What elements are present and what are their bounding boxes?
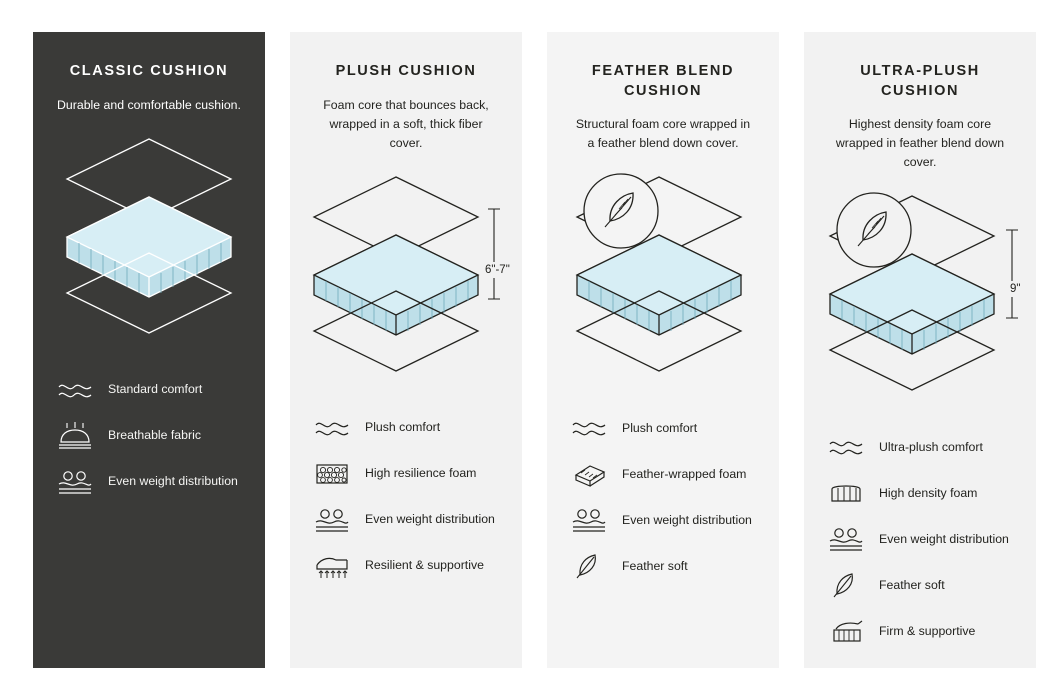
feature-item [826, 472, 1014, 514]
feature-label: High resilience foam [365, 466, 477, 481]
card-description: Structural foam core wrapped in a feather blend down cover. [575, 117, 751, 151]
cushion-illustration-ultra-plush [826, 188, 1021, 418]
leaf-icon [826, 570, 866, 600]
feature-list [55, 369, 243, 503]
exploded-cushion-diagram [312, 169, 512, 384]
even-weight-icon [826, 524, 866, 554]
cushion-illustration-plush [312, 169, 510, 399]
exploded-cushion-diagram [826, 188, 1026, 403]
feature-label: Even weight distribution [108, 474, 238, 489]
feature-item [569, 545, 757, 587]
feature-label: Even weight distribution [365, 512, 495, 527]
cushion-illustration-classic [55, 131, 243, 361]
feature-item [569, 499, 757, 541]
feature-label: Firm & supportive [879, 623, 976, 638]
dimension-label: 6"-7" [485, 263, 510, 276]
feature-item [826, 564, 1014, 606]
feature-item [312, 545, 500, 587]
feature-label: Standard comfort [108, 382, 203, 397]
feature-item [312, 453, 500, 495]
card-description: Foam core that bounces back, wrapped in a soft, thick fiber cover. [323, 97, 489, 150]
feature-label: Even weight distribution [879, 531, 1009, 546]
wave-lines-icon [569, 413, 609, 443]
feature-item [312, 407, 500, 449]
card-description: Highest density foam core wrapped in feather blend down cover. [835, 117, 1005, 170]
even-weight-icon [312, 505, 352, 535]
feature-label: Breathable fabric [108, 428, 201, 443]
leaf-icon [569, 551, 609, 581]
feature-item [55, 461, 243, 503]
firm-support-icon [826, 616, 866, 646]
feature-label: Plush comfort [365, 420, 441, 435]
feature-item [826, 518, 1014, 560]
resilient-support-icon [312, 551, 352, 581]
cushion-card-plush [290, 32, 522, 668]
exploded-cushion-diagram [55, 131, 243, 341]
card-title: CLASSIC CUSHION [69, 63, 229, 79]
dimension-label: 9" [1010, 283, 1021, 296]
breathable-fabric-icon [55, 421, 95, 451]
feature-label: Ultra-plush comfort [879, 439, 983, 454]
card-title: PLUSH CUSHION [335, 63, 477, 79]
feature-item [312, 499, 500, 541]
feature-item [826, 610, 1014, 652]
feature-item [826, 426, 1014, 468]
card-title: ULTRA-PLUSH CUSHION [860, 63, 980, 99]
cushion-card-feather-blend [547, 32, 779, 668]
honeycomb-foam-icon [312, 459, 352, 489]
feature-label: Feather soft [622, 558, 688, 573]
feature-label: Even weight distribution [622, 512, 752, 527]
feather-wrapped-foam-icon [569, 459, 609, 489]
feature-list [569, 407, 757, 587]
card-description: Durable and comfortable cushion. [57, 97, 241, 112]
wave-lines-icon [312, 413, 352, 443]
feature-item [55, 415, 243, 457]
feature-list [312, 407, 500, 587]
card-title: FEATHER BLEND CUSHION [591, 63, 735, 99]
even-weight-icon [569, 505, 609, 535]
even-weight-icon [55, 467, 95, 497]
high-density-foam-icon [826, 478, 866, 508]
feature-label: Resilient & supportive [365, 558, 484, 573]
feature-label: Plush comfort [622, 420, 698, 435]
cushion-card-ultra-plush [804, 32, 1036, 668]
cushion-card-classic [33, 32, 265, 668]
cushion-illustration-feather-blend [569, 169, 757, 399]
feature-item [569, 407, 757, 449]
wave-lines-icon [55, 375, 95, 405]
feature-item [55, 369, 243, 411]
wave-lines-icon [826, 432, 866, 462]
feature-label: Feather-wrapped foam [622, 466, 747, 481]
feature-list [826, 426, 1014, 652]
feature-label: Feather soft [879, 577, 945, 592]
feature-label: High density foam [879, 485, 978, 500]
feature-item [569, 453, 757, 495]
exploded-cushion-diagram [569, 169, 769, 384]
